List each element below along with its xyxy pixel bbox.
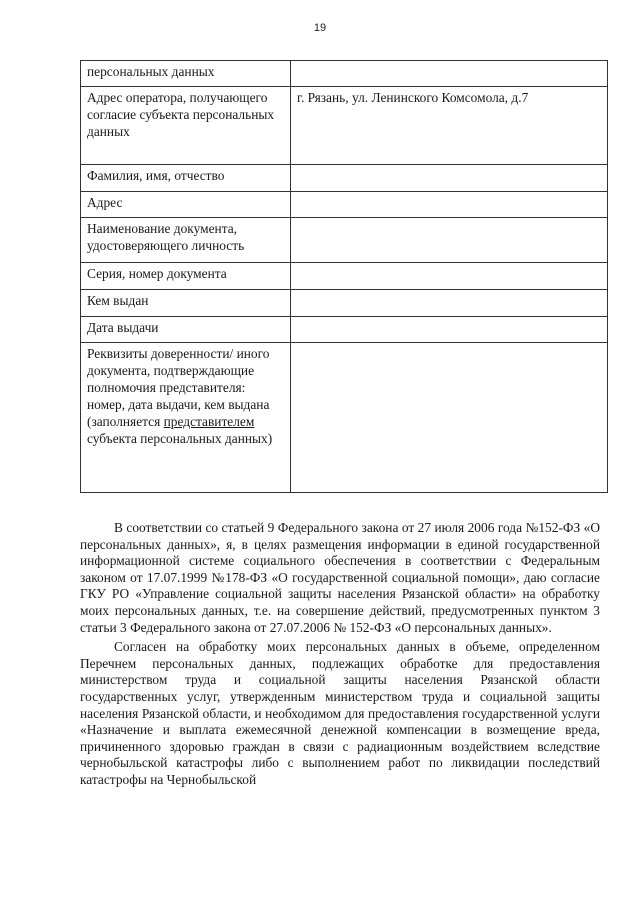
- operator-address-value: г. Рязань, ул. Ленинского Комсомола, д.7: [291, 87, 608, 165]
- representative-authority-text-end: субъекта персональных данных): [87, 431, 273, 446]
- row-label: персональных данных: [81, 61, 291, 87]
- full-name-value: [291, 165, 608, 192]
- id-document-name-value: [291, 218, 608, 263]
- issued-by-label: Кем выдан: [81, 290, 291, 317]
- consent-form-table: [80, 60, 608, 493]
- issued-by-value: [291, 290, 608, 317]
- representative-authority-text: Реквизиты доверенности/ иного документа, подтверждающие полномочия представителя: номер, дата выдачи, кем выдана (заполняется: [87, 346, 270, 429]
- consent-body-text: [80, 520, 600, 789]
- page-number: 19: [313, 22, 327, 34]
- issue-date-value: [291, 317, 608, 343]
- representative-authority-label: [81, 343, 291, 493]
- table-row: [81, 317, 608, 343]
- table-row: [81, 87, 608, 165]
- representative-underlined-word: представителем: [163, 414, 255, 429]
- id-document-name-label: Наименование документа, удостоверяющего личность: [81, 218, 291, 263]
- table-row: [81, 263, 608, 290]
- document-series-number-label: Серия, номер документа: [81, 263, 291, 290]
- consent-paragraph: В соответствии со статьей 9 Федерального закона от 27 июля 2006 года №152-ФЗ «О персональных данных», я, в целях размещения информации в единой государственной информационной системе социального обеспечения в соответствии с Федеральным законом от 17.07.1999 №178-ФЗ «О государственной социальной помощи», даю согласие ГКУ РО «Управление социальной защиты населения Рязанской области» на обработку моих персональных данных, т.е. на совершение действий, предусмотренных пунктом 3 статьи 3 Федерального закона от 27.07.2006 № 152-ФЗ «О персональных данных».: [80, 520, 600, 635]
- row-value: [291, 61, 608, 87]
- table-row: [81, 343, 608, 493]
- full-name-label: Фамилия, имя, отчество: [81, 165, 291, 192]
- table-row: [81, 218, 608, 263]
- address-label: Адрес: [81, 192, 291, 218]
- table-row: [81, 165, 608, 192]
- issue-date-label: Дата выдачи: [81, 317, 291, 343]
- representative-authority-value: [291, 343, 608, 493]
- table-row: [81, 192, 608, 218]
- consent-paragraph: Согласен на обработку моих персональных данных в объеме, определенном Перечнем персональных данных, подлежащих обработке для предоставления министерством труда и социальной защиты населения Рязанской области государственных услуг, утвержденным министерством труда и социальной защиты населения Рязанской области, и необходимом для предоставления государственной услуги «Назначение и выплата ежемесячной денежной компенсации в возмещение вреда, причиненного здоровью граждан в связи с радиационным воздействием вследствие чернобыльской катастрофы либо с выполнением работ по ликвидации последствий катастрофы на Чернобыльской: [80, 639, 600, 787]
- table-row: [81, 61, 608, 87]
- operator-address-label: Адрес оператора, получающего согласие субъекта персональных данных: [81, 87, 291, 165]
- table-row: [81, 290, 608, 317]
- document-series-number-value: [291, 263, 608, 290]
- address-value: [291, 192, 608, 218]
